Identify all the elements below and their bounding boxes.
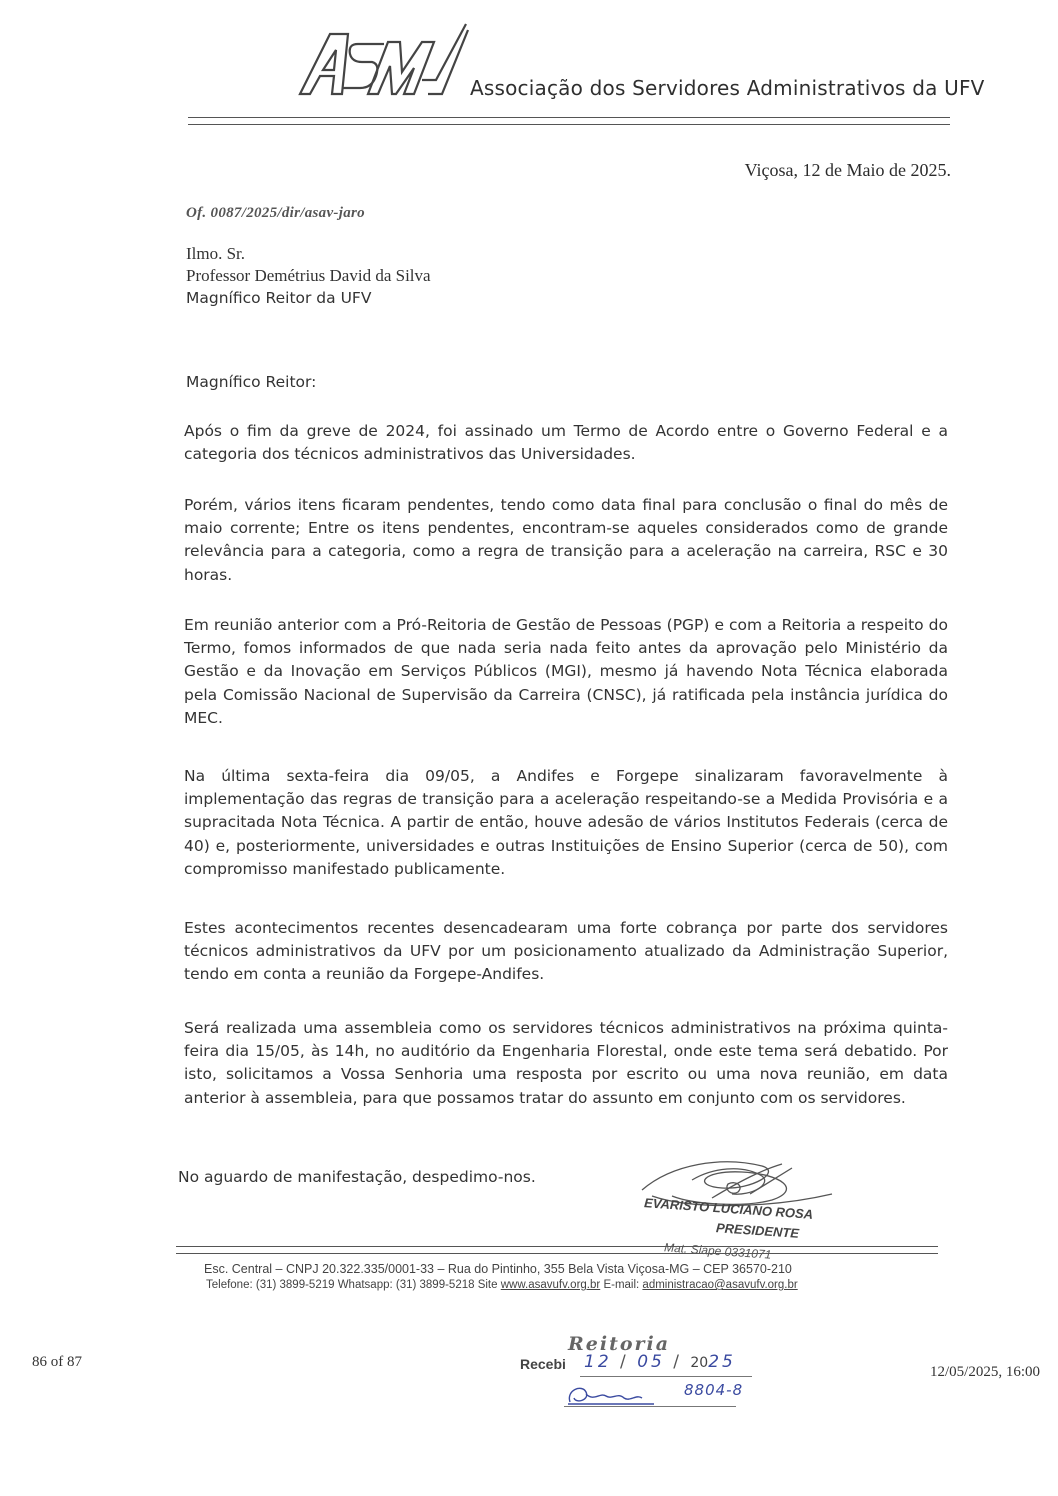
body-paragraph: Será realizada uma assembleia como os servidores técnicos administrativos na próxima quinta-feira dia 15/05, às 14h, no auditório da Engenharia Florestal, onde este tema será debatido. Por isto, solicitamos a Vossa Senhoria uma resposta por escrito ou uma nova reunião, em data anterior à assembleia, para que possamos tratar do assunto em conjunto com os servidores.	[184, 1019, 948, 1107]
recipient-block	[186, 243, 431, 309]
body-paragraph: Após o fim da greve de 2024, foi assinado um Termo de Acordo entre o Governo Federal e a categoria dos técnicos administrativos das Universidades.	[184, 422, 948, 464]
header-divider	[188, 117, 950, 125]
footer-address: Esc. Central – CNPJ 20.322.335/0001-33 – Rua do Pintinho, 355 Bela Vista Viçosa-MG – CEP 36570-210	[204, 1262, 792, 1276]
signatory-title: PRESIDENTE	[715, 1220, 800, 1241]
letter-date: Viçosa, 12 de Maio de 2025.	[744, 160, 951, 180]
document-reference: Of. 0087/2025/dir/asav-jaro	[186, 205, 365, 221]
stamp-day: 12	[584, 1352, 612, 1372]
recipient-title: Magnífico Reitor da UFV	[186, 289, 372, 307]
stamp-year-suffix: 25	[708, 1352, 736, 1372]
asav-logo	[296, 20, 470, 100]
handwritten-signature	[632, 1150, 852, 1230]
page-number: 86 of 87	[32, 1354, 82, 1370]
recipient-name: Professor Demétrius David da Silva	[186, 266, 431, 285]
body-paragraph: Em reunião anterior com a Pró-Reitoria de Gestão de Pessoas (PGP) e com a Reitoria a respeito do Termo, fomos informados de que nada seria nada feito antes da aprovação pelo Ministério da Gestão e da Inovação em Serviços Públicos (MGI), mesmo já havendo Nota Técnica elaborada pela Comissão Nacional de Supervisão da Carreira (CNSC), já ratificada pela instância jurídica do MEC.	[184, 616, 948, 727]
signatory-name: EVARISTO LUCIANO ROSA	[643, 1195, 814, 1222]
body-paragraph: Estes acontecimentos recentes desencadearam uma forte cobrança por parte dos servidores técnicos administrativos da UFV por um posicionamento atualizado da Administração Superior, tendo em conta a reunião da Forgepe-Andifes.	[184, 919, 948, 984]
logo-text: ASAV	[297, 20, 300, 21]
stamp-title: Reitoria	[568, 1333, 671, 1355]
footer-contacts	[206, 1279, 798, 1291]
footer-email-link[interactable]: administracao@asavufv.org.br	[642, 1279, 798, 1291]
stamp-registration-number: 8804-8	[684, 1381, 744, 1399]
footer-site-link[interactable]: www.asavufv.org.br	[500, 1279, 601, 1291]
closing-line: No aguardo de manifestação, despedimo-nos.	[178, 1168, 536, 1186]
organization-name: Associação dos Servidores Administrativos da UFV	[470, 76, 985, 100]
stamp-year-prefix: 20	[690, 1355, 709, 1371]
salutation: Magnífico Reitor:	[186, 373, 317, 391]
body-paragraph: Porém, vários itens ficaram pendentes, tendo como data final para conclusão o final do mês de maio corrente; Entre os itens pendentes, encontram-se aqueles considerados como de grande relevância para a categoria, como a regra de transição para a aceleração na carreira, RSC e 30 horas.	[184, 496, 948, 584]
stamp-handwritten-date: 12 / 05 / 2025	[584, 1352, 736, 1372]
footer-phones: Telefone: (31) 3899-5219 Whatsapp: (31) 3899-5218 Site	[206, 1279, 498, 1291]
footer-email-label: E-mail:	[603, 1279, 640, 1291]
stamp-date-line	[580, 1376, 752, 1377]
stamp-sign-line	[564, 1406, 736, 1407]
stamp-month: 05	[637, 1352, 665, 1372]
recipient-honorific: Ilmo. Sr.	[186, 244, 246, 263]
signatory-registration: Mat. Siape 0331071	[663, 1240, 772, 1262]
footer-divider	[176, 1246, 938, 1254]
stamp-received-label: Recebi	[520, 1356, 566, 1372]
print-timestamp: 12/05/2025, 16:00	[929, 1364, 1040, 1380]
stamp-initials-scribble	[564, 1382, 674, 1408]
body-paragraph: Na última sexta-feira dia 09/05, a Andifes e Forgepe sinalizaram favoravelmente à implementação das regras de transição para a aceleração respeitando-se a Medida Provisória e a supracitada Nota Técnica. A partir de então, houve adesão de vários Institutos Federais (cerca de 40) e, posteriormente, universidades e outras Instituições de Ensino Superior (cerca de 50), com compromisso manifestado publicamente.	[184, 767, 948, 878]
